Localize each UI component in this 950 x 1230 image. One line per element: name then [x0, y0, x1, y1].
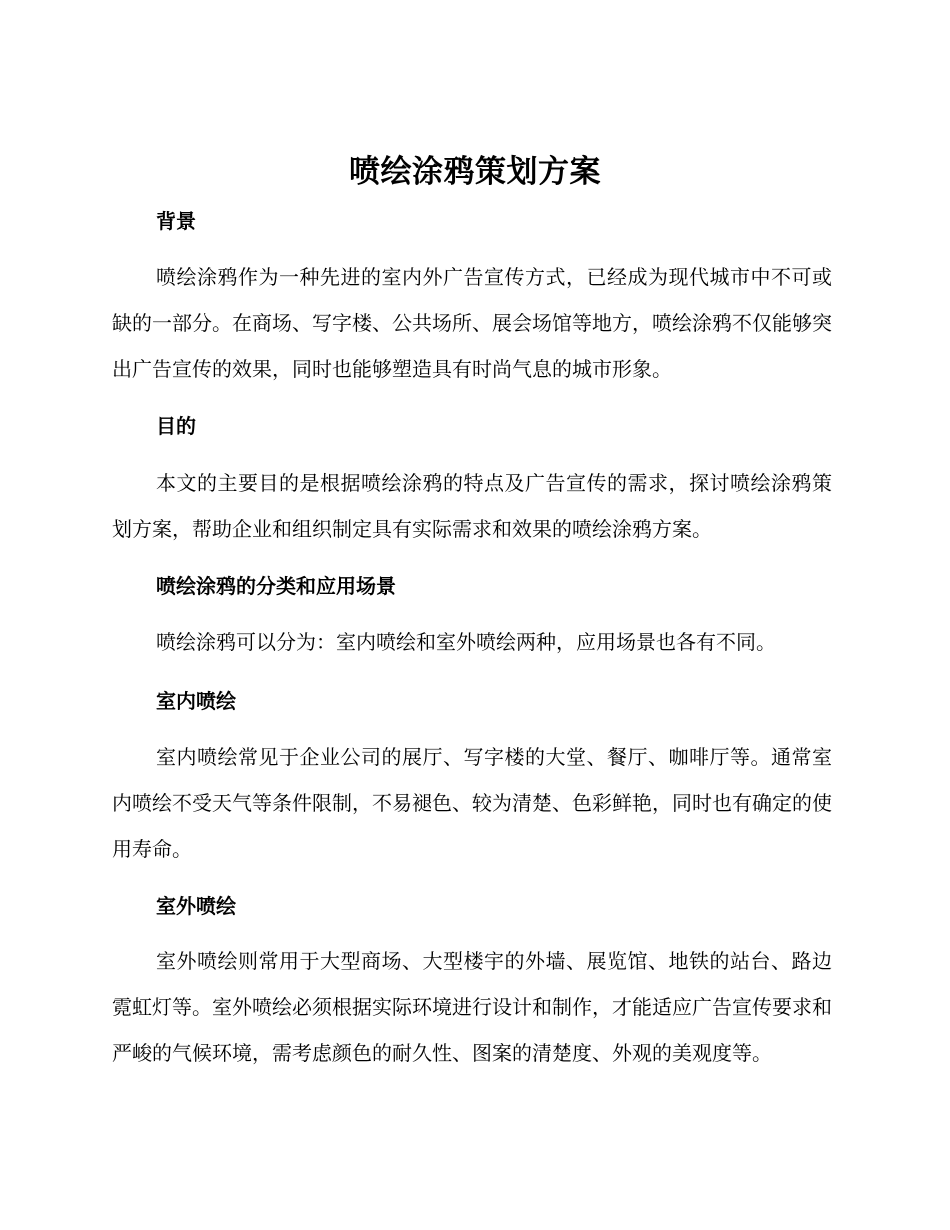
section-body-background: 喷绘涂鸦作为一种先进的室内外广告宣传方式，已经成为现代城市中不可或缺的一部分。在商场、写字楼、公共场所、展会场馆等地方，喷绘涂鸦不仅能够突出广告宣传的效果，同时也能够塑造具有时尚气息的城市形象。 — [112, 265, 832, 381]
section-heading-indoor: 室内喷绘 — [156, 689, 236, 713]
section-heading-background: 背景 — [156, 209, 196, 233]
section-heading-classification: 喷绘涂鸦的分类和应用场景 — [156, 574, 396, 598]
section-heading-outdoor: 室外喷绘 — [156, 894, 236, 918]
section-body-purpose: 本文的主要目的是根据喷绘涂鸦的特点及广告宣传的需求，探讨喷绘涂鸦策划方案，帮助企业和组织制定具有实际需求和效果的喷绘涂鸦方案。 — [112, 471, 832, 541]
section-heading-purpose: 目的 — [156, 414, 196, 438]
document-title: 喷绘涂鸦策划方案 — [349, 154, 601, 190]
section-body-classification: 喷绘涂鸦可以分为：室内喷绘和室外喷绘两种，应用场景也各有不同。 — [156, 630, 776, 654]
section-body-indoor: 室内喷绘常见于企业公司的展厅、写字楼的大堂、餐厅、咖啡厅等。通常室内喷绘不受天气等条件限制，不易褪色、较为清楚、色彩鲜艳，同时也有确定的使用寿命。 — [112, 745, 832, 861]
section-body-outdoor: 室外喷绘则常用于大型商场、大型楼宇的外墙、展览馆、地铁的站台、路边霓虹灯等。室外喷绘必须根据实际环境进行设计和制作，才能适应广告宣传要求和严峻的气候环境，需考虑颜色的耐久性、图案的清楚度、外观的美观度等。 — [112, 949, 832, 1065]
